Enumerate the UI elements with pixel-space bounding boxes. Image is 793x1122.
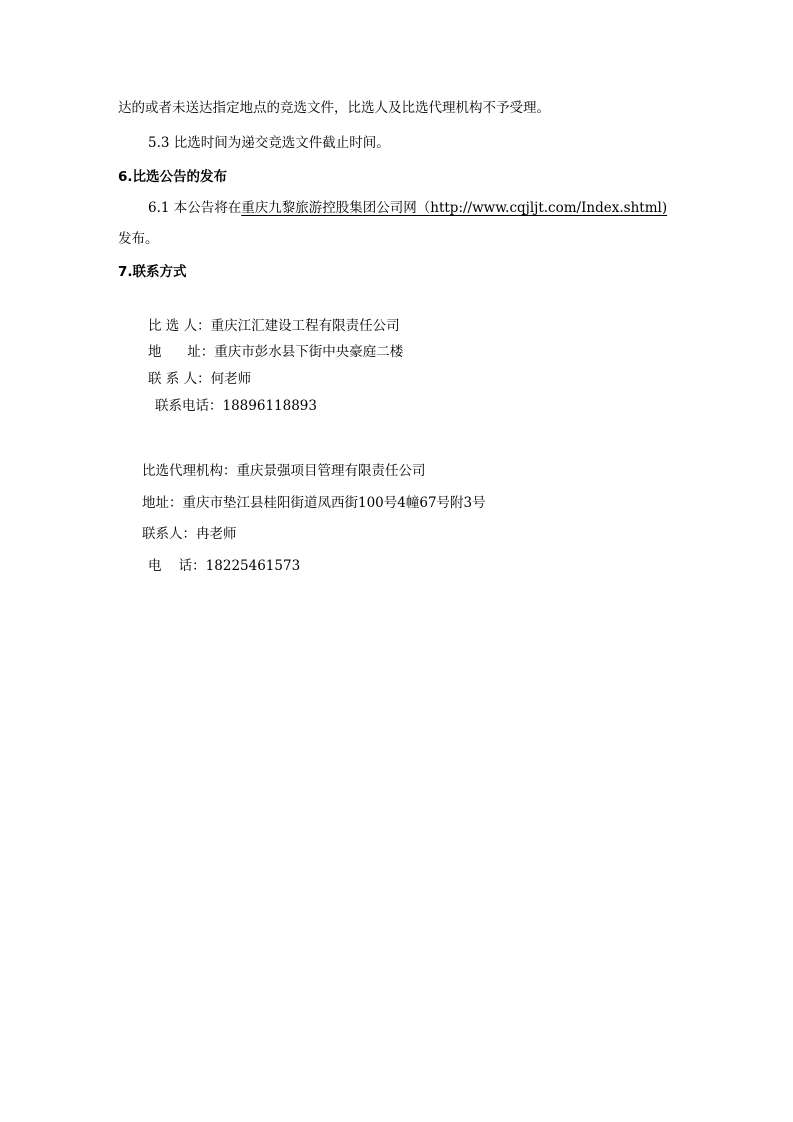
item-6-1-suffix: 发布。 bbox=[118, 231, 159, 247]
agency-address-label: 地址： bbox=[142, 495, 183, 511]
agency-contact-label: 联系人： bbox=[142, 526, 196, 542]
item-5-3: 5.3 比选时间为递交竞选文件截止时间。 bbox=[148, 135, 390, 151]
selector-phone-value: 18896118893 bbox=[222, 398, 317, 414]
agency-address-value: 重庆市垫江县桂阳街道凤西街100号4幢67号附3号 bbox=[182, 495, 486, 511]
selector-name-label: 比 选 人： bbox=[148, 318, 211, 334]
section7-heading: 7.联系方式 bbox=[118, 264, 187, 280]
item-6-1-link[interactable]: 重庆九黎旅游控股集团公司网（http://www.cqjljt.com/Index.shtml) bbox=[241, 200, 668, 216]
selector-name-row bbox=[148, 316, 400, 336]
selector-address-label: 地 址： bbox=[148, 344, 215, 360]
agency-phone-label: 电 话： bbox=[148, 558, 206, 574]
agency-name-value: 重庆景强项目管理有限责任公司 bbox=[236, 463, 426, 479]
section6-heading: 6.比选公告的发布 bbox=[118, 169, 228, 185]
selector-phone-row bbox=[155, 396, 317, 416]
selector-contact-row bbox=[148, 369, 251, 389]
agency-address-row bbox=[142, 493, 486, 513]
selector-phone-label: 联系电话： bbox=[155, 398, 223, 414]
selector-name-value: 重庆江汇建设工程有限责任公司 bbox=[210, 318, 400, 334]
agency-name-row bbox=[142, 461, 426, 481]
agency-phone-value: 18225461573 bbox=[205, 558, 301, 574]
section5-continued-line: 达的或者未送达指定地点的竞选文件，比选人及比选代理机构不予受理。 bbox=[118, 100, 550, 116]
selector-contact-value: 何老师 bbox=[210, 371, 252, 387]
selector-address-row bbox=[148, 342, 403, 362]
item-6-1 bbox=[148, 198, 667, 218]
selector-address-value: 重庆市彭水县下街中央豪庭二楼 bbox=[214, 344, 404, 360]
agency-contact-row bbox=[142, 524, 237, 544]
agency-phone-row bbox=[148, 556, 300, 576]
agency-name-label: 比选代理机构： bbox=[142, 463, 237, 479]
item-6-1-prefix: 6.1 本公告将在 bbox=[148, 200, 242, 216]
agency-contact-value: 冉老师 bbox=[196, 526, 237, 542]
selector-contact-label: 联 系 人： bbox=[148, 371, 211, 387]
